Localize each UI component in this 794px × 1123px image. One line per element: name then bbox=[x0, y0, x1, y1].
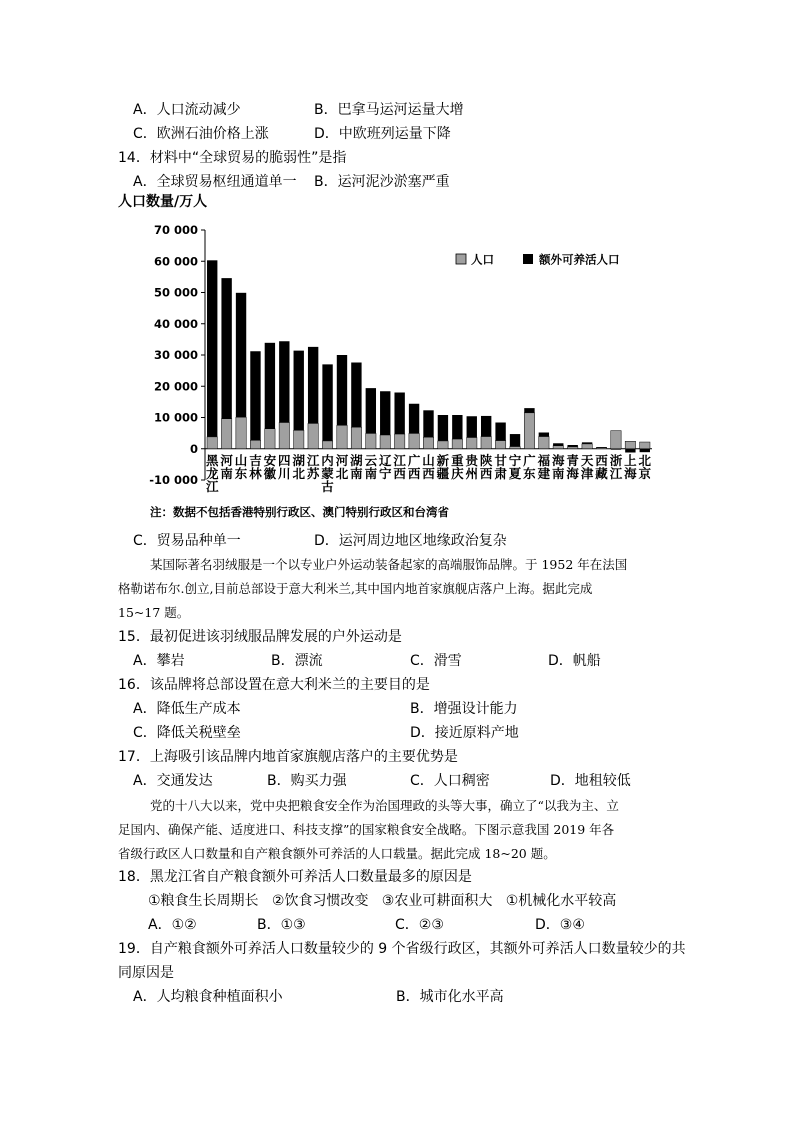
bar-extra bbox=[337, 355, 347, 425]
q18-option-c: C．②③ bbox=[395, 917, 444, 933]
bar-extra bbox=[582, 442, 592, 444]
bar-population bbox=[294, 430, 304, 448]
q16-option-a: A．降低生产成本 bbox=[133, 701, 241, 717]
bar-population bbox=[221, 419, 231, 449]
bar-population bbox=[438, 441, 448, 449]
q18-option-d: D．③④ bbox=[535, 917, 585, 933]
x-tick-label: 上 bbox=[624, 452, 637, 468]
q17-option-a: A．交通发达 bbox=[133, 773, 213, 789]
bar-population bbox=[467, 438, 477, 449]
x-tick-label: 宁 bbox=[508, 452, 522, 468]
bar-extra bbox=[409, 404, 419, 434]
passage2-line3: 省级行政区人口数量和自产粮食额外可养活的人口载量。据此完成 18~20 题。 bbox=[118, 846, 556, 861]
q17-stem: 17．上海吸引该品牌内地首家旗舰店落户的主要优势是 bbox=[118, 749, 458, 765]
x-tick-label: 宁 bbox=[378, 465, 392, 481]
q13-option-d: D．中欧班列运量下降 bbox=[314, 126, 451, 142]
q16-option-d: D．接近原料产地 bbox=[410, 725, 519, 741]
x-tick-label: 南 bbox=[350, 465, 363, 481]
bar-extra bbox=[423, 410, 433, 437]
q16-stem: 16．该品牌将总部设置在意大利米兰的主要目的是 bbox=[118, 677, 430, 693]
y-tick-label: 30 000 bbox=[153, 348, 198, 362]
x-tick-label: 海 bbox=[552, 452, 565, 468]
x-tick-label: 河 bbox=[335, 452, 349, 468]
x-tick-label: 四 bbox=[278, 452, 291, 468]
bar-extra bbox=[452, 415, 462, 439]
q15-option-a: A．攀岩 bbox=[133, 653, 185, 669]
x-tick-label: 贵 bbox=[465, 452, 479, 468]
x-tick-label: 新 bbox=[436, 452, 450, 468]
passage1-line3: 15~17 题。 bbox=[118, 605, 190, 620]
x-tick-label: 藏 bbox=[595, 465, 608, 481]
bars bbox=[207, 260, 650, 452]
x-tick-label: 北 bbox=[335, 465, 349, 481]
x-tick-label: 东 bbox=[523, 465, 536, 481]
x-tick-label: 陕 bbox=[479, 452, 493, 468]
x-tick-label: 川 bbox=[278, 465, 291, 481]
x-tick-label: 天 bbox=[580, 452, 594, 468]
bar-extra bbox=[308, 347, 318, 424]
q18-option-a: A．①② bbox=[148, 917, 197, 933]
chart-ylabel: 人口数量/万人 bbox=[118, 194, 208, 210]
x-tick-label: 云 bbox=[364, 452, 378, 468]
q19-option-b: B．城市化水平高 bbox=[396, 989, 504, 1005]
bar-population bbox=[640, 442, 650, 449]
x-tick-label: 江 bbox=[306, 452, 320, 468]
bar-population bbox=[322, 441, 332, 449]
bar-population bbox=[539, 437, 549, 449]
x-tick-label: 安 bbox=[263, 452, 277, 468]
q14-stem: 14．材料中“全球贸易的脆弱性”是指 bbox=[118, 150, 347, 166]
x-tick-label: 南 bbox=[364, 465, 378, 481]
population-bar-chart bbox=[140, 218, 660, 493]
y-tick-label: 40 000 bbox=[153, 316, 198, 331]
x-tick-label: 重 bbox=[451, 452, 464, 468]
bar-population bbox=[510, 447, 520, 449]
bar-extra bbox=[351, 363, 361, 428]
x-tick-label: 肃 bbox=[494, 465, 507, 481]
bar-extra bbox=[495, 423, 505, 441]
x-tick-label: 古 bbox=[321, 478, 334, 493]
bar-population bbox=[596, 448, 606, 449]
x-tick-label: 苏 bbox=[306, 465, 320, 481]
bar-extra bbox=[279, 341, 289, 422]
x-tick-label: 福 bbox=[537, 452, 551, 468]
x-tick-label: 海 bbox=[566, 465, 579, 481]
bar-extra bbox=[611, 449, 621, 450]
bar-extra bbox=[553, 443, 563, 446]
x-tick-label: 广 bbox=[407, 452, 421, 468]
bar-population bbox=[611, 431, 621, 449]
bar-population bbox=[423, 437, 433, 449]
y-tick-label: 70 000 bbox=[153, 223, 198, 237]
x-tick-label: 内 bbox=[321, 452, 334, 468]
x-tick-label: 徽 bbox=[263, 465, 277, 481]
x-tick-label: 南 bbox=[552, 465, 565, 481]
x-tick-label: 林 bbox=[249, 465, 262, 481]
q18-items: ①粮食生长周期长 ②饮食习惯改变 ③农业可耕面积大 ①机械化水平较高 bbox=[148, 893, 617, 909]
q14-option-c: C．贸易品种单一 bbox=[133, 533, 241, 549]
x-tick-label: 建 bbox=[537, 465, 551, 481]
bar-population bbox=[351, 427, 361, 449]
bar-extra bbox=[524, 408, 534, 413]
bar-extra bbox=[510, 434, 520, 447]
passage1-line2: 格勒诺布尔.创立,目前总部设于意大利米兰,其中国内地首家旗舰店落户上海。据此完成 bbox=[118, 581, 593, 596]
bar-population bbox=[553, 446, 563, 449]
x-tick-label: 江 bbox=[609, 465, 623, 481]
q13-option-b: B．巴拿马运河运量大增 bbox=[314, 102, 464, 118]
bar-population bbox=[568, 447, 578, 449]
bar-extra bbox=[366, 388, 376, 433]
x-tick-label: 庆 bbox=[451, 465, 464, 481]
bar-population bbox=[337, 425, 347, 448]
q16-option-c: C．降低关税壁垒 bbox=[133, 725, 241, 741]
q14-option-d: D．运河周边地区地缘政治复杂 bbox=[314, 533, 507, 549]
q16-option-b: B．增强设计能力 bbox=[410, 701, 518, 717]
x-tick-label: 州 bbox=[465, 465, 479, 481]
bar-extra bbox=[380, 391, 390, 435]
bar-population bbox=[380, 435, 390, 449]
legend-label-extra: 额外可养活人口 bbox=[539, 252, 620, 267]
x-tick-label: 东 bbox=[234, 465, 248, 481]
q15-option-c: C．滑雪 bbox=[410, 653, 462, 669]
bar-population bbox=[265, 429, 275, 449]
bar-extra bbox=[207, 260, 217, 437]
q18-option-b: B．①③ bbox=[257, 917, 306, 933]
bar-population bbox=[394, 434, 404, 449]
bar-population bbox=[207, 437, 217, 449]
bar-extra bbox=[394, 393, 404, 435]
bar-extra bbox=[265, 343, 275, 429]
x-tick-label: 山 bbox=[234, 452, 248, 468]
x-tick-label: 蒙 bbox=[321, 465, 334, 481]
passage1-line1: 某国际著名羽绒服是一个以专业户外运动装备起家的高端服饰品牌。于 1952 年在法国 bbox=[150, 557, 628, 572]
q13-option-c: C．欧洲石油价格上涨 bbox=[133, 126, 269, 142]
bar-population bbox=[366, 433, 376, 448]
x-tick-label: 西 bbox=[422, 465, 435, 481]
bar-extra bbox=[467, 416, 477, 437]
x-tick-label: 青 bbox=[566, 452, 579, 468]
x-tick-label: 龙 bbox=[205, 465, 219, 481]
x-tick-label: 西 bbox=[479, 465, 493, 481]
legend bbox=[456, 253, 620, 267]
bar-population bbox=[524, 413, 534, 449]
x-tick-label: 西 bbox=[393, 465, 406, 481]
bar-population bbox=[308, 423, 318, 448]
bar-extra bbox=[481, 416, 491, 437]
bar-extra bbox=[640, 449, 650, 452]
x-tick-label: 湖 bbox=[292, 452, 305, 468]
y-tick-label: 10 000 bbox=[153, 410, 198, 425]
x-tick-label: 北 bbox=[638, 452, 652, 468]
x-tick-label: 吉 bbox=[249, 452, 262, 468]
x-tick-label: 江 bbox=[393, 452, 406, 468]
q15-stem: 15．最初促进该羽绒服品牌发展的户外运动是 bbox=[118, 629, 402, 645]
legend-swatch-population bbox=[456, 254, 466, 264]
x-tick-label: 甘 bbox=[494, 452, 507, 468]
passage2-line2: 足国内、确保产能、适度进口、科技支撑”的国家粮食安全战略。下图示意我国 2019 年各 bbox=[118, 822, 615, 837]
q17-option-c: C．人口稠密 bbox=[410, 773, 490, 789]
q13-option-a: A．人口流动减少 bbox=[133, 102, 241, 118]
q15-option-b: B．漂流 bbox=[271, 653, 323, 669]
y-tick-label: -10 000 bbox=[149, 473, 198, 487]
y-tick-label: 20 000 bbox=[153, 379, 198, 394]
q18-stem: 18．黑龙江省自产粮食额外可养活人口数量最多的原因是 bbox=[118, 869, 472, 885]
x-tick-label: 南 bbox=[220, 465, 233, 481]
bar-population bbox=[409, 433, 419, 448]
x-tick-label: 辽 bbox=[378, 452, 392, 468]
q19-stem-line2: 同原因是 bbox=[118, 965, 174, 981]
bar-population bbox=[250, 440, 260, 448]
y-tick-label: 60 000 bbox=[153, 254, 198, 269]
q14-option-b: B．运河泥沙淤塞严重 bbox=[314, 174, 450, 190]
x-tick-label: 广 bbox=[523, 452, 536, 468]
x-tick-label: 西 bbox=[595, 452, 608, 468]
bar-population bbox=[481, 437, 491, 449]
q14-option-a: A．全球贸易枢纽通道单一 bbox=[133, 174, 297, 190]
q19-stem-line1: 19．自产粮食额外可养活人口数量较少的 9 个省级行政区，其额外可养活人口数量较少的共 bbox=[118, 941, 686, 957]
legend-swatch-extra bbox=[523, 254, 533, 264]
bar-extra bbox=[539, 433, 549, 437]
x-tick-label: 江 bbox=[205, 478, 219, 493]
q19-option-a: A．人均粮食种植面积小 bbox=[133, 989, 283, 1005]
bar-population bbox=[452, 439, 462, 449]
bar-population bbox=[279, 423, 289, 449]
bar-population bbox=[236, 417, 246, 449]
legend-label-population: 人口 bbox=[471, 252, 494, 267]
x-axis-labels bbox=[205, 453, 652, 493]
q15-option-d: D．帆船 bbox=[548, 653, 601, 669]
x-tick-label: 海 bbox=[624, 465, 637, 481]
x-tick-label: 疆 bbox=[436, 465, 450, 481]
x-tick-label: 浙 bbox=[609, 452, 623, 468]
bar-extra bbox=[596, 447, 606, 448]
x-tick-label: 北 bbox=[292, 465, 305, 481]
y-tick-label: 0 bbox=[189, 441, 198, 456]
x-tick-label: 夏 bbox=[508, 465, 522, 481]
x-tick-label: 山 bbox=[422, 452, 435, 468]
bar-extra bbox=[438, 415, 448, 441]
x-tick-label: 京 bbox=[638, 465, 652, 481]
bar-extra bbox=[221, 278, 231, 419]
q17-option-b: B．购买力强 bbox=[267, 773, 347, 789]
y-tick-label: 50 000 bbox=[153, 285, 198, 300]
bar-extra bbox=[236, 293, 246, 417]
x-tick-label: 河 bbox=[220, 452, 233, 468]
x-tick-label: 津 bbox=[580, 465, 594, 481]
bar-population bbox=[582, 444, 592, 449]
chart-note: 注：数据不包括香港特别行政区、澳门特别行政区和台湾省 bbox=[150, 505, 449, 519]
bar-population bbox=[625, 441, 635, 449]
x-tick-label: 黑 bbox=[205, 452, 219, 468]
bar-extra bbox=[568, 445, 578, 447]
bar-population bbox=[495, 441, 505, 449]
passage2-line1: 党的十八大以来，党中央把粮食安全作为治国理政的头等大事，确立了“以我为主、立 bbox=[150, 798, 619, 813]
x-tick-label: 西 bbox=[407, 465, 421, 481]
bar-extra bbox=[250, 351, 260, 440]
q17-option-d: D．地租较低 bbox=[550, 773, 631, 789]
bar-extra bbox=[322, 364, 332, 441]
bar-extra bbox=[294, 351, 304, 431]
x-tick-label: 湖 bbox=[350, 452, 363, 468]
